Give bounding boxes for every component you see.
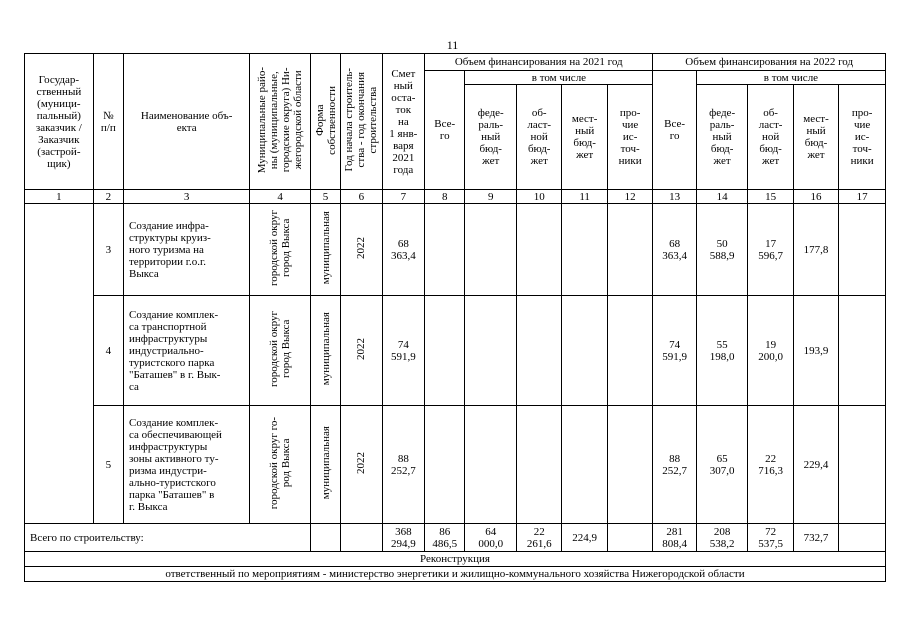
- total-row: [25, 524, 886, 552]
- col-num: 6: [341, 190, 382, 204]
- total-2022: 88 252,7: [653, 406, 696, 524]
- year-cell: 2022: [341, 406, 382, 524]
- other-2021: [607, 406, 653, 524]
- col-num: 4: [250, 190, 311, 204]
- loc-2021: [562, 296, 607, 406]
- reg-2022: 22 716,3: [748, 406, 793, 524]
- col-num: 7: [382, 190, 424, 204]
- col-num: 5: [310, 190, 340, 204]
- col-num: 16: [793, 190, 838, 204]
- table-row: [25, 296, 886, 406]
- investment-table: [24, 53, 886, 582]
- reg-2021: [516, 204, 561, 296]
- row-number: 3: [93, 204, 123, 296]
- total-2021-sum: 86 486,5: [425, 524, 465, 552]
- header-reg-2021: об- ласт- ной бюд- жет: [516, 85, 561, 190]
- responsible-text: ответственный по мероприятиям - министерство энергетики и жилищно-коммунального хозяйства Нижегородской области: [25, 567, 886, 582]
- fed-2021: [465, 296, 517, 406]
- table-row: [25, 406, 886, 524]
- reg-2021: [516, 406, 561, 524]
- header-fin-2022: Объем финансирования на 2022 год: [653, 54, 886, 71]
- header-loc-2021: мест- ный бюд- жет: [562, 85, 607, 190]
- other-2022: [839, 204, 886, 296]
- header-other-2021: про- чие ис- точ- ники: [607, 85, 653, 190]
- total-label: Всего по строительству:: [25, 524, 311, 552]
- total-loc-2021: 224,9: [562, 524, 607, 552]
- section-title: Реконструкция: [25, 552, 886, 567]
- total-estimate: 368 294,9: [382, 524, 424, 552]
- total-2022: 68 363,4: [653, 204, 696, 296]
- ownership-cell: муниципальная: [310, 406, 340, 524]
- total-2021: [425, 296, 465, 406]
- district-cell: городской округ го- род Выкса: [250, 406, 311, 524]
- header-incl-2022: в том числе: [696, 71, 885, 85]
- header-number: № п/п: [93, 54, 123, 190]
- col-num: 12: [607, 190, 653, 204]
- total-2021: [425, 204, 465, 296]
- row-number: 5: [93, 406, 123, 524]
- col-num: 17: [839, 190, 886, 204]
- object-name: Создание инфра- структуры круиз- ного туризма на территории г.о.г. Выкса: [124, 204, 250, 296]
- total-loc-2022: 732,7: [793, 524, 838, 552]
- col-num: 13: [653, 190, 696, 204]
- other-2022: [839, 406, 886, 524]
- loc-2021: [562, 406, 607, 524]
- header-district: Муниципальные райо- ны (муниципальные, городские округа) Ни- жегородской области: [250, 54, 311, 190]
- other-2022: [839, 296, 886, 406]
- header-other-2022: про- чие ис- точ- ники: [839, 85, 886, 190]
- loc-2022: 193,9: [793, 296, 838, 406]
- reg-2022: 19 200,0: [748, 296, 793, 406]
- fed-2022: 50 588,9: [696, 204, 748, 296]
- district-cell: городской округ город Выкса: [250, 204, 311, 296]
- section-row: [25, 552, 886, 567]
- object-name: Создание комплек- са транспортной инфраструктуры индустриально- туристского парка "Баташев" в г. Вык- са: [124, 296, 250, 406]
- col-num: 14: [696, 190, 748, 204]
- header-total-2021: Все- го: [425, 71, 465, 190]
- fed-2022: 65 307,0: [696, 406, 748, 524]
- object-name: Создание комплек- са обеспечивающей инфраструктуры зоны активного ту- ризма индустри- ально-туристского парка "Баташев" в г. Выкса: [124, 406, 250, 524]
- header-fed-2021: федe- раль- ный бюд- жет: [465, 85, 517, 190]
- col-num: 11: [562, 190, 607, 204]
- total-fed-2021: 64 000,0: [465, 524, 517, 552]
- header-estimate: Смет ный оста- ток на 1 янв- варя 2021 года: [382, 54, 424, 190]
- total-2022-sum: 281 808,4: [653, 524, 696, 552]
- loc-2022: 229,4: [793, 406, 838, 524]
- empty-cell: [310, 524, 340, 552]
- year-cell: 2022: [341, 204, 382, 296]
- empty-cell: [341, 524, 382, 552]
- total-other-2022: [839, 524, 886, 552]
- col-num: 15: [748, 190, 793, 204]
- header-fin-2021: Объем финансирования на 2021 год: [425, 54, 653, 71]
- header-years: Год начала строитель- ства - год окончания строительства: [341, 54, 382, 190]
- total-other-2021: [607, 524, 653, 552]
- column-number-row: [25, 190, 886, 204]
- col-num: 9: [465, 190, 517, 204]
- header-loc-2022: мест- ный бюд- жет: [793, 85, 838, 190]
- col-num: 10: [516, 190, 561, 204]
- total-reg-2022: 72 537,5: [748, 524, 793, 552]
- total-fed-2022: 208 538,2: [696, 524, 748, 552]
- header-customer: Государ- ственный (муници- пальный) заказчик / Заказчик (застрой- щик): [25, 54, 94, 190]
- total-2022: 74 591,9: [653, 296, 696, 406]
- header-incl-2021: в том числе: [465, 71, 653, 85]
- col-num: 8: [425, 190, 465, 204]
- row-number: 4: [93, 296, 123, 406]
- table-row: [25, 204, 886, 296]
- fed-2021: [465, 406, 517, 524]
- responsible-row: [25, 567, 886, 582]
- col-num: 1: [25, 190, 94, 204]
- ownership-cell: муниципальная: [310, 296, 340, 406]
- reg-2021: [516, 296, 561, 406]
- ownership-cell: муниципальная: [310, 204, 340, 296]
- header-total-2022: Все- го: [653, 71, 696, 190]
- page-number: 11: [446, 38, 459, 52]
- header-reg-2022: об- ласт- ной бюд- жет: [748, 85, 793, 190]
- district-cell: городской округ город Выкса: [250, 296, 311, 406]
- year-cell: 2022: [341, 296, 382, 406]
- fed-2022: 55 198,0: [696, 296, 748, 406]
- total-reg-2021: 22 261,6: [516, 524, 561, 552]
- total-2021: [425, 406, 465, 524]
- other-2021: [607, 204, 653, 296]
- fed-2021: [465, 204, 517, 296]
- other-2021: [607, 296, 653, 406]
- estimate-cell: 68 363,4: [382, 204, 424, 296]
- header-row-1: [25, 54, 886, 71]
- customer-cell: [25, 204, 94, 524]
- col-num: 3: [124, 190, 250, 204]
- loc-2021: [562, 204, 607, 296]
- estimate-cell: 88 252,7: [382, 406, 424, 524]
- header-fed-2022: федe- раль- ный бюд- жет: [696, 85, 748, 190]
- col-num: 2: [93, 190, 123, 204]
- header-ownership: Форма собственности: [310, 54, 340, 190]
- header-object-name: Наименование объ- екта: [124, 54, 250, 190]
- reg-2022: 17 596,7: [748, 204, 793, 296]
- loc-2022: 177,8: [793, 204, 838, 296]
- estimate-cell: 74 591,9: [382, 296, 424, 406]
